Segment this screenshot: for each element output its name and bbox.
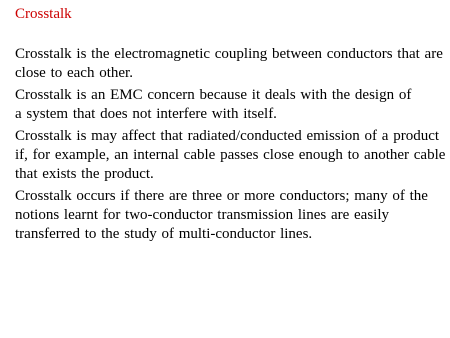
paragraph-definition — [15, 45, 445, 83]
paragraph-line: Crosstalk is an EMC concern because it deals with the design of — [15, 87, 412, 103]
slide-title: Crosstalk — [15, 6, 72, 22]
paragraph-multiconductor — [15, 187, 445, 244]
paragraph-line: notions learnt for two-conductor transmission lines are easily — [15, 207, 389, 223]
paragraph-line: that exists the product. — [15, 166, 154, 182]
paragraph-line: Crosstalk occurs if there are three or more conductors; many of the — [15, 188, 428, 204]
paragraph-line: if, for example, an internal cable passes close enough to another cable — [15, 147, 446, 163]
paragraph-line: Crosstalk is the electromagnetic coupling between conductors that are — [15, 46, 443, 62]
paragraph-line: transferred to the study of multi-conductor lines. — [15, 226, 313, 242]
paragraph-line: Crosstalk is may affect that radiated/conducted emission of a product — [15, 128, 440, 144]
paragraph-emc-concern — [15, 86, 445, 124]
paragraph-emission — [15, 127, 445, 184]
paragraph-line: close to each other. — [15, 65, 133, 81]
paragraph-line: a system that does not interfere with itself. — [15, 106, 277, 122]
